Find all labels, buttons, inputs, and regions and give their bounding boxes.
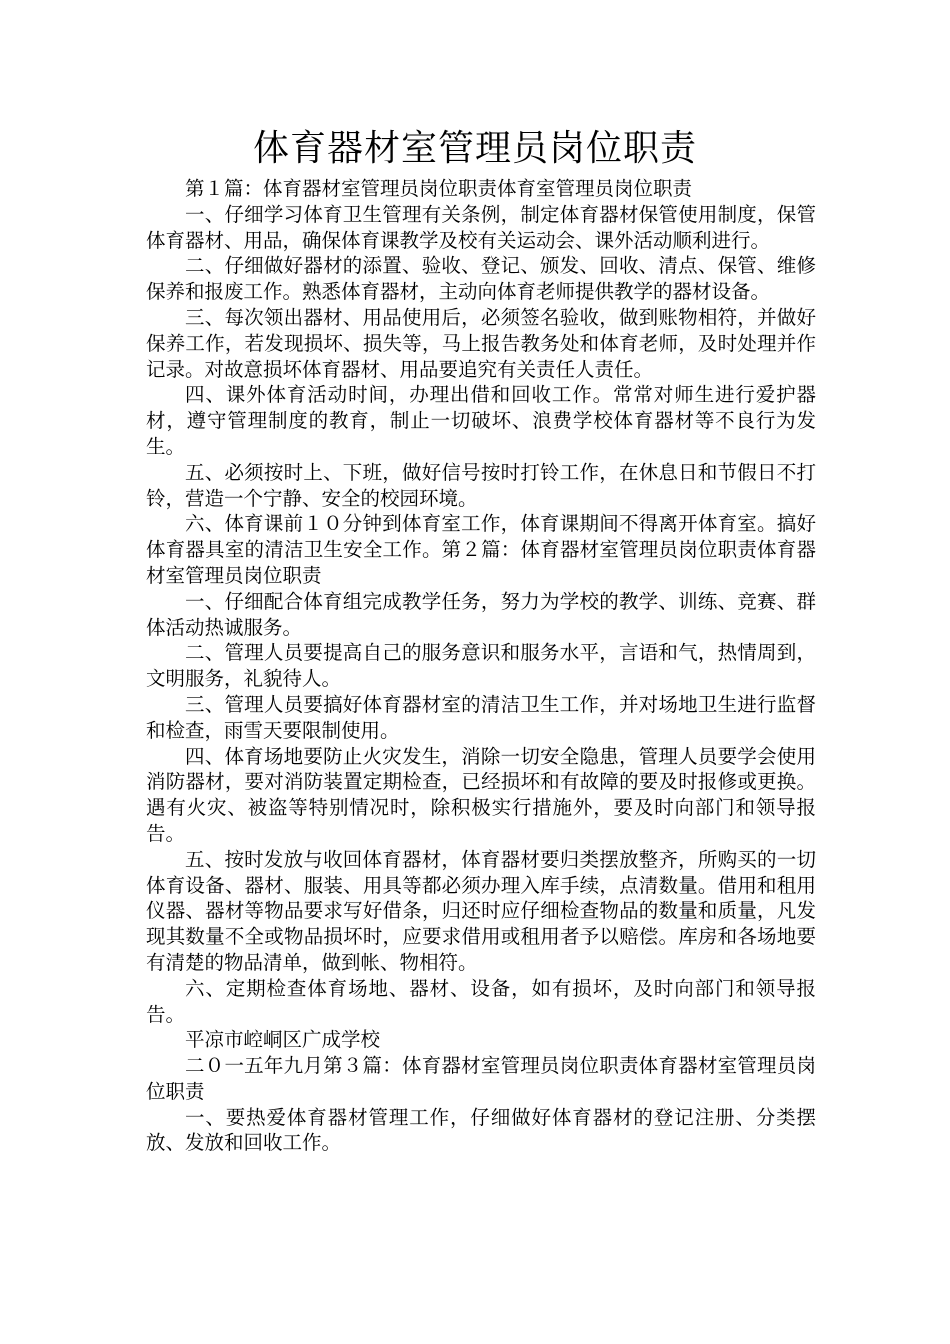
- paragraph: 五、必须按时上、下班，做好信号按时打铃工作，在休息日和节假日不打铃，营造一个宁静、安全的校园环境。: [146, 460, 816, 510]
- paragraph: 二０一五年九月第３篇：体育器材室管理员岗位职责体育器材室管理员岗位职责: [146, 1054, 816, 1103]
- paragraph: 二、管理人员要提高自己的服务意识和服务水平，言语和气，热情周到，文明服务，礼貌待人。: [146, 641, 816, 691]
- paragraph: 三、每次领出器材、用品使用后，必须签名验收，做到账物相符，并做好保养工作，若发现损坏、损失等，马上报告教务处和体育老师，及时处理并作记录。对故意损坏体育器材、用品要追究有关责任人责任。: [146, 305, 816, 381]
- paragraph: 三、管理人员要搞好体育器材室的清洁卫生工作，并对场地卫生进行监督和检查，雨雪天要限制使用。: [146, 692, 816, 742]
- paragraph: 五、按时发放与收回体育器材，体育器材要归类摆放整齐，所购买的一切体育设备、器材、服装、用具等都必须办理入库手续，点清数量。借用和租用仪器、器材等物品要求写好借条，归还时应仔细检查物品的数量和质量，凡发现其数量不全或物品损坏时，应要求借用或租用者予以赔偿。库房和各场地要有清楚的物品清单，做到帐、物相符。: [146, 847, 816, 974]
- signature-school: 平凉市崆峒区广成学校: [185, 1028, 381, 1052]
- paragraph: 六、体育课前１０分钟到体育室工作，体育课期间不得离开体育室。搞好体育器具室的清洁卫生安全工作。第２篇：体育器材室管理员岗位职责体育器材室管理员岗位职责: [146, 512, 816, 587]
- document-title: 体育器材室管理员岗位职责: [252, 128, 697, 169]
- paragraph: 二、仔细做好器材的添置、验收、登记、颁发、回收、清点、保管、维修保养和报废工作。熟悉体育器材，主动向体育老师提供教学的器材设备。: [146, 254, 816, 304]
- paragraph: 一、仔细配合体育组完成教学任务，努力为学校的教学、训练、竞赛、群体活动热诚服务。: [146, 589, 816, 639]
- paragraph: 一、要热爱体育器材管理工作，仔细做好体育器材的登记注册、分类摆放、发放和回收工作。: [146, 1105, 816, 1155]
- paragraph: 一、仔细学习体育卫生管理有关条例，制定体育器材保管使用制度，保管体育器材、用品，确保体育课教学及校有关运动会、课外活动顺利进行。: [146, 202, 816, 252]
- paragraph: 第１篇：体育器材室管理员岗位职责体育室管理员岗位职责: [185, 177, 693, 200]
- paragraph: 四、体育场地要防止火灾发生，消除一切安全隐患，管理人员要学会使用消防器材，要对消防装置定期检查，已经损坏和有故障的要及时报修或更换。遇有火灾、被盗等特别情况时，除积极实行措施外，要及时向部门和领导报告。: [146, 744, 816, 845]
- paragraph: 四、课外体育活动时间，办理出借和回收工作。常常对师生进行爱护器材，遵守管理制度的教育，制止一切破坏、浪费学校体育器材等不良行为发生。: [146, 383, 816, 458]
- document-body: [146, 176, 816, 1156]
- paragraph: 六、定期检查体育场地、器材、设备，如有损坏，及时向部门和领导报告。: [146, 976, 816, 1026]
